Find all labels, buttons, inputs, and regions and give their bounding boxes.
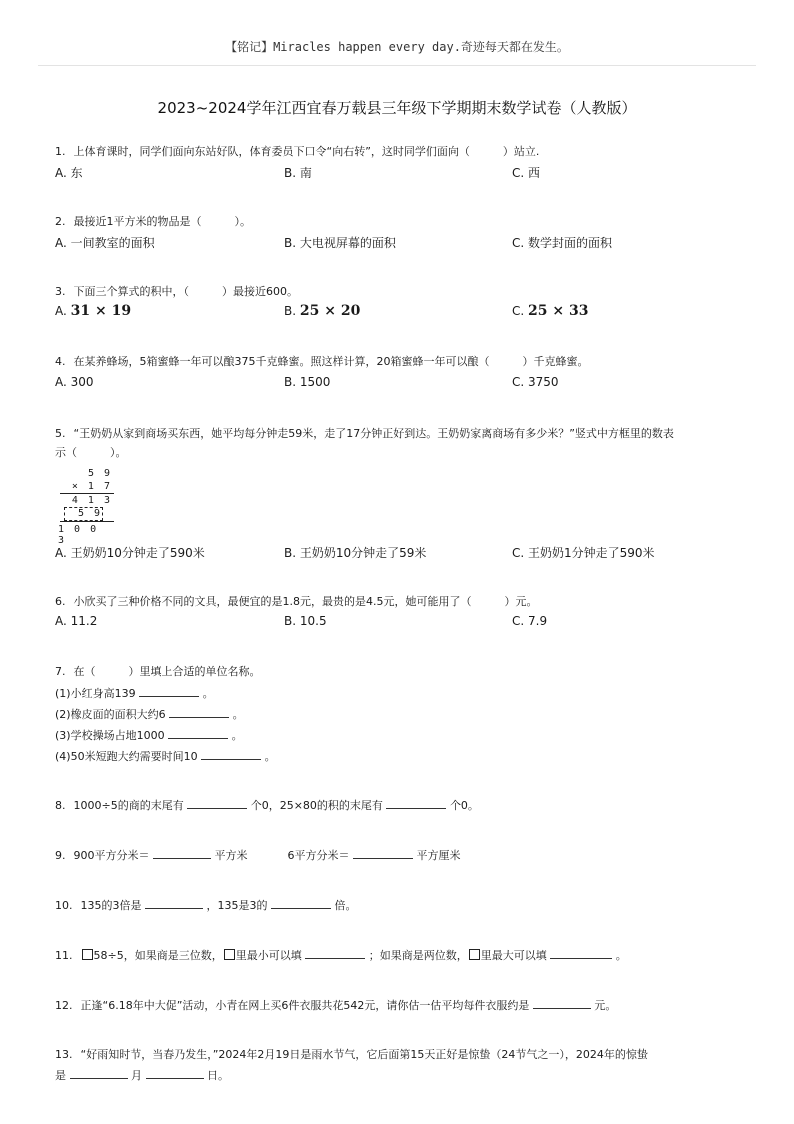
answer-blank[interactable]: [153, 847, 211, 859]
question-text: 平方米: [214, 849, 248, 862]
vertical-multiplication: [58, 466, 118, 546]
option-c: C. 7.9: [512, 614, 548, 628]
header-divider: [38, 65, 756, 66]
page-header: 【铭记】Miracles happen every day.奇迹每天都在发生。: [225, 40, 569, 54]
answer-blank[interactable]: [145, 897, 203, 909]
square-box-icon: [82, 949, 93, 960]
option-b: B. 1500: [284, 375, 331, 389]
question-7: [55, 664, 755, 679]
question-text: 小欣买了三种价格不同的文具，最便宜的是1.8元，最贵的是4.5元，她可能用了（ ）元。: [73, 595, 538, 608]
answer-blank[interactable]: [550, 947, 612, 959]
question-number: 7.: [55, 665, 66, 678]
answer-blank[interactable]: [305, 947, 365, 959]
question-number: 11.: [55, 949, 73, 962]
question-6: [55, 594, 755, 609]
question-text: 平方厘米: [416, 849, 461, 862]
option-a: A. 一间教室的面积: [55, 236, 155, 250]
option-a: A. 11.2: [55, 614, 98, 628]
question-3-options: [55, 303, 755, 321]
answer-blank[interactable]: [271, 897, 331, 909]
question-5-options: [55, 544, 755, 562]
answer-blank[interactable]: [386, 797, 446, 809]
question-number: 4.: [55, 355, 66, 368]
option-label: C.: [512, 304, 525, 318]
question-number: 1.: [55, 145, 66, 158]
option-a: [55, 303, 131, 319]
question-13: [55, 1047, 755, 1062]
option-b: B. 10.5: [284, 614, 327, 628]
question-text: 最接近1平方米的物品是（ ）。: [73, 215, 251, 228]
sub-question-4: [55, 748, 276, 764]
multiplicand: 5 9: [87, 468, 112, 479]
answer-blank[interactable]: [533, 997, 591, 1009]
question-text: 月: [131, 1069, 142, 1082]
question-text: 135的3倍是: [80, 899, 142, 912]
question-number: 8.: [55, 799, 66, 812]
question-number: 12.: [55, 999, 73, 1012]
sub-question-text: (2)橡皮面的面积大约6: [55, 708, 166, 721]
option-c: C. 西: [512, 166, 541, 180]
calc-line: [60, 493, 114, 494]
question-text: 在某养蜂场，5箱蜜蜂一年可以酿375千克蜂蜜。照这样计算，20箱蜜蜂一年可以酿（ ）千克蜂蜜。: [73, 355, 589, 368]
question-text: 个0。: [449, 799, 479, 812]
option-c: C. 王奶奶1分钟走了590米: [512, 546, 655, 560]
question-3: [55, 284, 755, 299]
option-c: [512, 303, 588, 319]
question-4-options: [55, 375, 755, 393]
question-text: “王奶奶从家到商场买东西，她平均每分钟走59米，走了17分钟正好到达。王奶奶家离商场有多少米？”竖式中方框里的数表: [73, 427, 674, 440]
option-label: A.: [55, 304, 67, 318]
punct: 。: [231, 729, 243, 742]
answer-blank[interactable]: [187, 797, 247, 809]
punct: 。: [232, 708, 244, 721]
question-number: 5.: [55, 427, 66, 440]
calc-line: [60, 521, 114, 522]
question-10: [55, 897, 755, 913]
question-2-options: [55, 234, 755, 252]
dashed-answer-box: [64, 507, 103, 521]
question-number: 9.: [55, 849, 66, 862]
option-label: B.: [284, 304, 297, 318]
option-b: B. 大电视屏幕的面积: [284, 236, 396, 250]
question-text: ，135是3的: [206, 899, 268, 912]
option-expression: 31 × 19: [70, 303, 132, 319]
question-5: [55, 426, 755, 441]
question-11: [55, 947, 755, 963]
question-text: 6平方分米＝: [287, 849, 350, 862]
option-b: B. 王奶奶10分钟走了59米: [284, 546, 427, 560]
question-text: 正逢“6.18年中大促”活动，小青在网上买6件衣服共花542元，请你估一估平均每件衣服约是: [80, 999, 530, 1012]
question-text: 里最大可以填: [480, 949, 547, 962]
square-box-icon: [469, 949, 480, 960]
answer-blank[interactable]: [139, 685, 199, 697]
question-text: 日。: [207, 1069, 229, 1082]
sub-question-text: (4)50米短跑大约需要时间10: [55, 750, 198, 763]
option-c: C. 3750: [512, 375, 559, 389]
partial-product-2: 5 9: [77, 508, 102, 519]
question-text: 在（ ）里填上合适的单位名称。: [73, 665, 261, 678]
question-9: [55, 847, 755, 863]
answer-blank[interactable]: [70, 1067, 128, 1079]
answer-blank[interactable]: [169, 706, 229, 718]
option-expression: 25 × 20: [299, 303, 361, 319]
question-number: 13.: [55, 1048, 73, 1061]
punct: 。: [202, 687, 214, 700]
question-1: [55, 144, 755, 159]
question-13-continued: [55, 1067, 755, 1083]
question-number: 2.: [55, 215, 66, 228]
sub-question-text: (1)小红身高139: [55, 687, 136, 700]
option-a: A. 王奶奶10分钟走了590米: [55, 546, 205, 560]
question-number: 3.: [55, 285, 66, 298]
question-12: [55, 997, 755, 1013]
question-text: ；如果商是两位数，: [368, 949, 468, 962]
question-number: 10.: [55, 899, 73, 912]
question-5-continued: 示（ ）。: [55, 446, 127, 459]
product: 1 0 0 3: [58, 524, 99, 546]
sub-question-text: (3)学校操场占地1000: [55, 729, 165, 742]
exam-title: 2023~2024学年江西宜春万载县三年级下学期期末数学试卷（人教版）: [157, 99, 637, 117]
question-text: 是: [55, 1069, 66, 1082]
question-6-options: [55, 614, 755, 632]
question-text: 里最小可以填: [235, 949, 302, 962]
question-4: [55, 354, 755, 369]
answer-blank[interactable]: [168, 727, 228, 739]
question-text: “好雨知时节，当春乃发生，”2024年2月19日是雨水节气，它后面第15天正好是惊蛰（24节气之一），2024年的惊蛰: [80, 1048, 648, 1061]
answer-blank[interactable]: [146, 1067, 204, 1079]
question-1-options: [55, 164, 755, 182]
partial-product-1: 4 1 3: [71, 495, 112, 506]
question-text: 元。: [594, 999, 617, 1012]
option-b: B. 南: [284, 166, 312, 180]
answer-blank[interactable]: [353, 847, 413, 859]
option-b: [284, 303, 360, 319]
question-text: 上体育课时，同学们面向东站好队，体育委员下口令“向右转”，这时同学们面向（ ）站立.: [73, 145, 540, 158]
question-number: 6.: [55, 595, 66, 608]
sub-question-3: [55, 727, 243, 743]
question-text: 58÷5，如果商是三位数，: [93, 949, 223, 962]
sub-question-1: [55, 685, 214, 701]
option-a: A. 东: [55, 166, 83, 180]
option-expression: 25 × 33: [528, 303, 589, 319]
option-c: C. 数学封面的面积: [512, 236, 613, 250]
answer-blank[interactable]: [201, 748, 261, 760]
punct: 。: [264, 750, 276, 763]
question-text: 900平方分米＝: [73, 849, 150, 862]
question-text: 下面三个算式的积中，（ ）最接近600。: [73, 285, 298, 298]
question-8: [55, 797, 755, 813]
question-text: 个0，25×80的积的末尾有: [250, 799, 383, 812]
question-text: 1000÷5的商的末尾有: [73, 799, 184, 812]
sub-question-2: [55, 706, 244, 722]
question-text: 。: [615, 949, 627, 962]
question-2: [55, 214, 755, 229]
square-box-icon: [224, 949, 235, 960]
question-text: 倍。: [334, 899, 357, 912]
multiplier: × 1 7: [71, 481, 112, 492]
option-a: A. 300: [55, 375, 94, 389]
